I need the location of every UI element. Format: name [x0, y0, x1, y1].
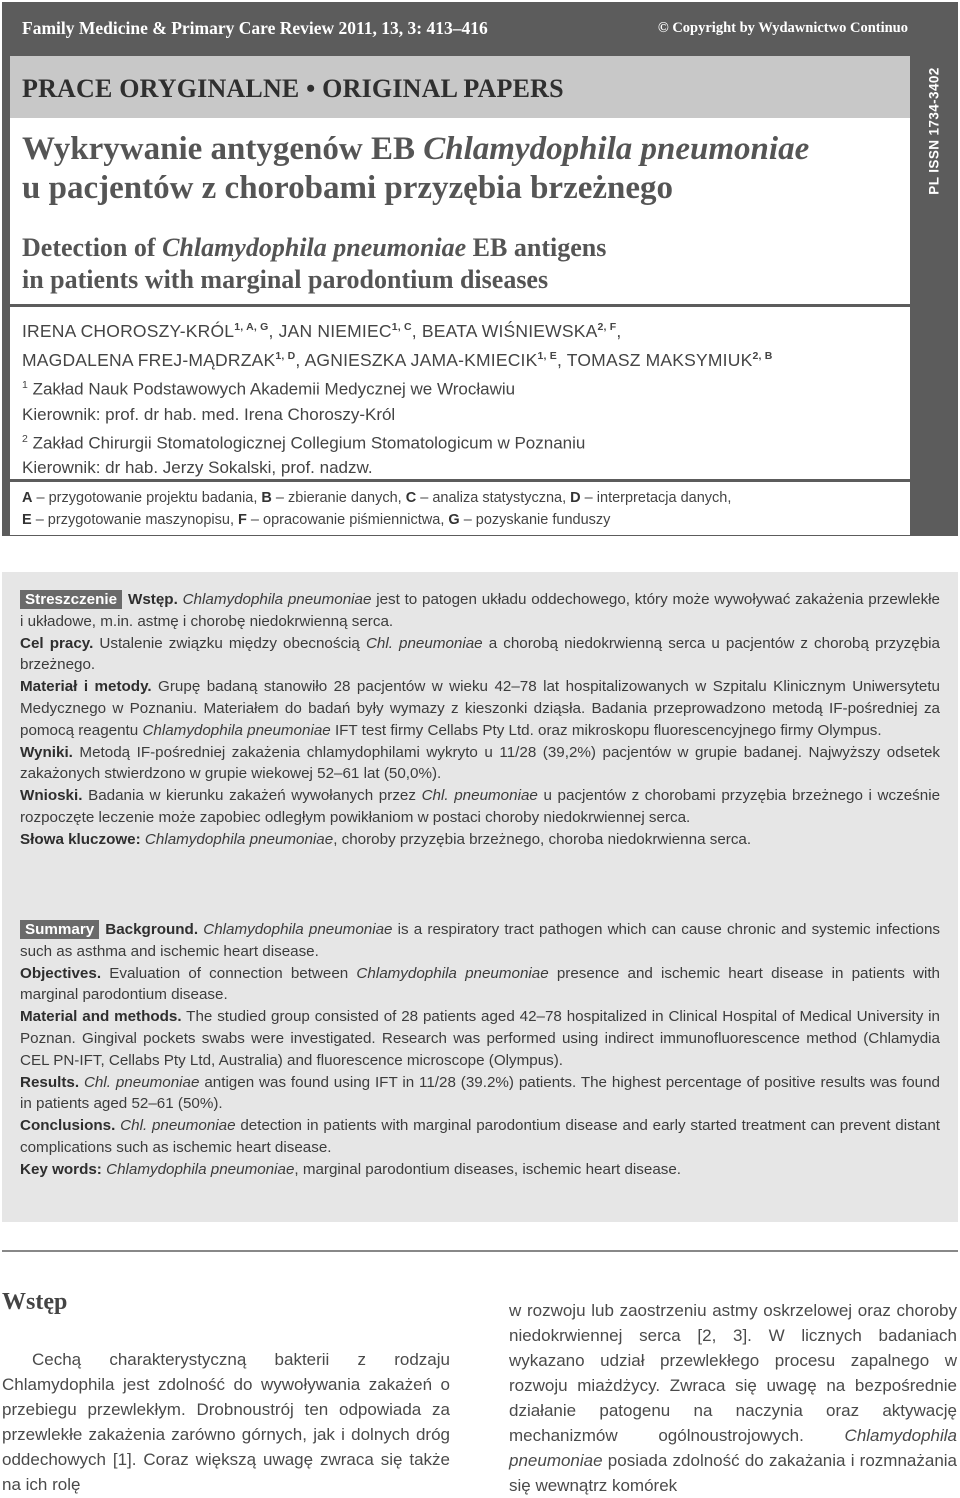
abstract-heading: Background.	[105, 921, 199, 938]
abstract-heading: Material and methods.	[20, 1008, 182, 1026]
body-text: w rozwoju lub zaostrzeniu astmy oskrzelowej oraz choroby niedokrwiennej serca [2, 3]. W licznych badaniach wykazano udział przewlekłego procesu zapalnego w rozwoju miażdżycy. Zwraca się uwagę na bezpośrednie działanie patogenu na naczynia oraz aktywację mechanizmów ogólnoustrojowych.	[509, 1301, 957, 1445]
legend-key: F	[238, 512, 247, 528]
title-en-part-end: EB antigens	[466, 233, 607, 262]
affiliation-number: 2	[22, 432, 28, 445]
contribution-legend-panel	[10, 482, 910, 535]
species-name: Chl. pneumoniae	[365, 634, 483, 652]
authors-panel	[10, 307, 910, 479]
affiliations	[22, 373, 585, 480]
legend-text: przygotowanie maszynopisu	[47, 512, 230, 528]
abstract-text: jest to patogen układu oddechowego, który może wywoływać zakażenia przewlekłe i układowe, m.in. astmę i chorobę niedokrwienną serca.	[20, 591, 940, 630]
species-name: Chl. pneumoniae	[421, 787, 538, 805]
legend-text: interpretacja danych	[596, 490, 728, 506]
title-panel	[10, 118, 910, 304]
abstract-heading: Key words:	[20, 1160, 102, 1178]
affiliation-1: Zakład Nauk Podstawowych Akademii Medycznej we Wrocławiu	[32, 379, 516, 399]
abstract-text: , choroby przyzębia brzeżnego, choroba niedokrwienna serca.	[333, 830, 752, 848]
abstract-heading: Results.	[20, 1073, 80, 1091]
abstract-text: The studied group consisted of 28 patients aged 42–78 hospitalized in Clinical Hospital of Medical University in Poznan. Gingival pockets swabs were investigated. Research was performed using indirect immunofluorescence method (Chlamydia CEL PN-IFT, Cellabs Pty Ltd, Australia) and fluorescence microscope (Olympus).	[20, 1008, 940, 1069]
abstract-en-tag: Summary	[20, 920, 99, 939]
abstract-text: Metodą IF-pośredniej zakażenia chlamydophilami wykryto u 11/28 (39,2%) pacjentów w grupie badanej. Najwyższy odsetek zakażonych stwierdzono w grupie wiekowej 52–61 lat (50,0%).	[20, 743, 940, 783]
author-contribution: 2, B	[752, 349, 773, 362]
affiliation-2: Zakład Chirurgii Stomatologicznej Collegium Stomatologicum w Poznaniu	[32, 433, 586, 453]
species-name: Chlamydophila pneumoniae	[106, 1160, 295, 1178]
legend-key: D	[570, 490, 581, 506]
abstract-pl-tag: Streszczenie	[20, 590, 122, 609]
abstract-heading: Słowa kluczowe:	[20, 830, 141, 848]
legend-key: G	[448, 512, 460, 528]
species-name: Chlamydophila pneumoniae	[182, 591, 372, 608]
species-name: Chlamydophila pneumoniae	[142, 721, 331, 739]
body-column-left	[2, 1290, 450, 1497]
legend-text: zbieranie danych	[288, 490, 398, 506]
abstract-text: is a respiratory tract pathogen which can cause chronic and systemic infections such as asthma and ischemic heart disease.	[20, 921, 940, 960]
author-name: JAN NIEMIEC	[278, 320, 392, 341]
legend-key: C	[405, 490, 417, 506]
issn-sidebar	[910, 56, 958, 206]
section-divider	[2, 1250, 958, 1252]
author-name: MAGDALENA FREJ-MĄDRZAK	[22, 349, 276, 370]
author-name: TOMASZ MAKSYMIUK	[566, 349, 753, 370]
affiliation-number: 1	[22, 379, 28, 391]
copyright-notice: © Copyright by Wydawnictwo Continuo	[657, 20, 908, 36]
abstract-heading: Materiał i metody.	[20, 678, 152, 696]
abstract-heading: Cel pracy.	[20, 634, 94, 652]
abstract-text: antigen was found using IFT in 11/28 (39.2%) patients. The highest percentage of positive results was found in patients aged 52–61 (50%).	[20, 1073, 940, 1113]
abstract-text: detection in patients with marginal parodontium disease and early started treatment can prevent distant complications such as ischemic heart disease.	[20, 1117, 940, 1156]
species-name: Chlamydophila pneumoniae	[144, 830, 334, 848]
abstract-text: Evaluation of connection between	[101, 964, 357, 982]
legend-key: B	[261, 490, 272, 506]
abstract-text: a chorobą niedokrwienną serca u pacjentów z chorobą przyzębia brzeżnego.	[20, 634, 940, 674]
species-name: Chlamydophila pneumoniae	[356, 964, 549, 982]
abstract-pl	[20, 589, 940, 851]
legend-text: analiza statystyczna	[432, 490, 563, 506]
title-en-part: Detection of	[22, 233, 163, 262]
affiliation-1-head: Kierownik: prof. dr hab. med. Irena Choroszy-Król	[22, 404, 396, 424]
section-heading: Wstęp	[2, 1289, 68, 1315]
author-name: IRENA CHOROSZY-KRÓL	[22, 320, 235, 341]
article-header-frame	[2, 2, 958, 536]
abstract-text: , marginal parodontium diseases, ischemic heart disease.	[294, 1160, 682, 1178]
legend-text: pozyskanie funduszy	[475, 512, 611, 528]
abstract-text: Grupę badaną stanowiło 28 pacjentów w wieku 42–78 lat hospitalizowanych w Szpitalu Klinicznym Uniwersytetu Medycznego w Poznaniu. Materiałem do badań były wymazy z kieszonki dziąsła. Badania przeprowadzono metodą IF-pośredniej za pomocą reagentu	[20, 678, 940, 739]
legend-text: opracowanie piśmiennictwa	[263, 512, 441, 528]
abstract-text: Badania w kierunku zakażeń wywołanych przez	[82, 787, 422, 805]
journal-bar	[2, 2, 958, 54]
title-en-line2: in patients with marginal parodontium diseases	[22, 265, 549, 294]
issn-label: PL ISSN 1734-3402	[926, 67, 942, 195]
abstract-heading: Wyniki.	[20, 743, 73, 761]
section-label: PRACE ORYGINALNE • ORIGINAL PAPERS	[22, 74, 564, 103]
author-name: AGNIESZKA JAMA-KMIECIK	[304, 349, 538, 370]
abstract-heading: Conclusions.	[20, 1117, 116, 1135]
abstract-text: presence and ischemic heart disease in patients with marginal parodontium disease.	[20, 964, 940, 1004]
body-paragraph	[509, 1298, 957, 1498]
author-list: IRENA CHOROSZY-$KRÓL^{1, A, G}$, JAN $NIEMIEC^{1, C}$, BEATA $WIŚNIEWSKA^{2, F}$, MAGDALENA FREJ-$MĄDRZAK^{1, D}$, AGNIESZKA JAMA-$KMIECIK^{1, E}$, TOMASZ $MAKSYMIUK^{2, B}$	[22, 320, 773, 370]
abstract-text: u pacjentów z chorobami przyzębia brzeżnego i wcześnie rozpoczęte leczenie może zapobiec odległym powikłaniom w postaci choroby niedokrwiennej serca.	[20, 787, 941, 826]
article-title-pl	[22, 130, 809, 208]
species-name: Chl. pneumoniae	[83, 1073, 200, 1091]
species-name: Chl. pneumoniae	[120, 1117, 236, 1135]
author-contribution: 1, E	[537, 349, 557, 362]
abstract-en	[20, 919, 940, 1181]
affiliation-2-head: Kierownik: dr hab. Jerzy Sokalski, prof. nadzw.	[22, 458, 373, 478]
body-paragraph: Cechą charakterystyczną bakterii z rodzaju Chlamydophila jest zdolność do wywoływania zakażeń o przebiegu przewlekłym. Drobnoustrój ten odpowiada za przewlekłe zakażenia zarówno górnych, jak i dolnych dróg oddechowych [1]. Coraz większą uwagę zwraca się także na ich rolę	[2, 1350, 450, 1494]
legend-key: A	[22, 490, 33, 506]
title-pl-species: Chlamydophila pneumoniae	[423, 131, 810, 167]
author-contribution: 1, C	[391, 321, 412, 333]
article-title-en	[22, 232, 606, 296]
author-contribution: 1, A, G	[234, 321, 269, 333]
author-contribution: 1, D	[275, 349, 296, 362]
abstract-block	[2, 572, 958, 1222]
body-column-right	[509, 1298, 957, 1498]
abstract-heading: Wnioski.	[20, 787, 83, 805]
title-pl-part: Wykrywanie antygenów EB	[22, 131, 424, 167]
title-en-species: Chlamydophila pneumoniae	[162, 233, 467, 262]
abstract-heading: Objectives.	[20, 964, 102, 982]
abstract-text: IFT test firmy Cellabs Pty Ltd. oraz mikroskopu fluorescencyjnego firmy Olympus.	[330, 721, 882, 739]
author-contribution: 2, F	[597, 321, 617, 333]
species-name: Chlamydophila pneumoniae	[509, 1426, 957, 1470]
journal-citation: Family Medicine & Primary Care Review 2011, 13, 3: 413–416	[22, 18, 488, 38]
contribution-legend: A – przygotowanie projektu badania, B – zbieranie danych, C – analiza statystyczna, D – interpretacja danych, E – przygotowanie maszynopisu, F – opracowanie piśmiennictwa, G – pozyskanie funduszy	[22, 490, 732, 528]
legend-key: E	[22, 512, 32, 528]
abstract-heading: Wstęp.	[128, 591, 178, 608]
abstract-text: Ustalenie związku między obecnością	[93, 634, 366, 652]
body-text: posiada zdolność do zakażania i rozmnażania się wewnątrz komórek	[509, 1451, 957, 1495]
legend-text: przygotowanie projektu badania	[48, 490, 254, 506]
title-pl-line2: u pacjentów z chorobami przyzębia brzeżnego	[22, 170, 674, 206]
author-name: BEATA WIŚNIEWSKA	[421, 320, 598, 341]
species-name: Chlamydophila pneumoniae	[203, 921, 393, 938]
section-banner	[10, 56, 910, 118]
